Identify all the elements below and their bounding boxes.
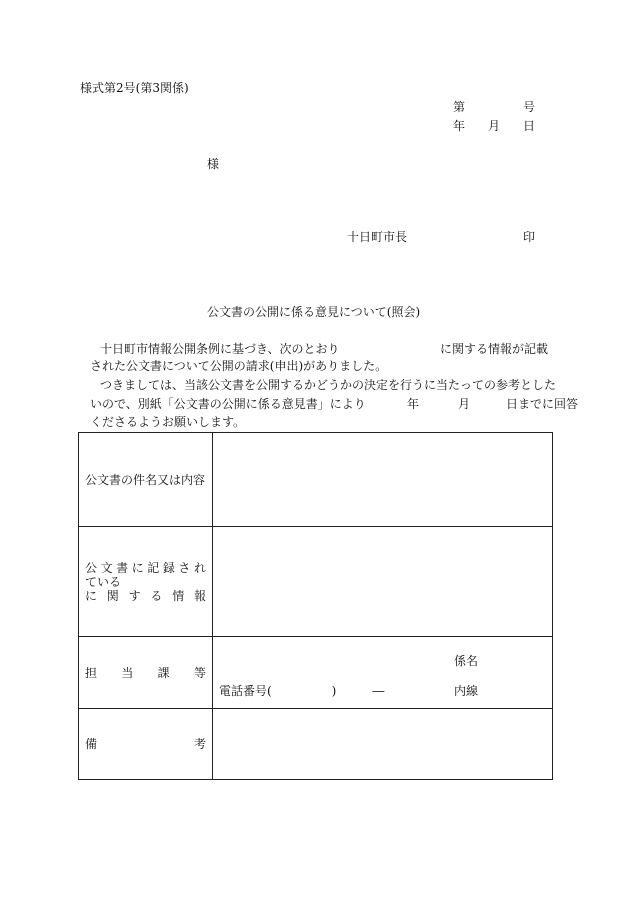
body-paragraph-2-line-3: くださるようお願いします。	[90, 415, 246, 429]
info-label-line-3	[85, 589, 206, 603]
remarks-label-char: 考	[193, 737, 206, 751]
remarks-label-cell	[79, 709, 213, 780]
remarks-label-char: 備	[85, 737, 98, 751]
info-label-cell	[79, 527, 213, 637]
table-row-info	[79, 527, 553, 637]
reply-date-month-label: 月	[458, 397, 471, 411]
extension-label: 内線	[454, 684, 479, 698]
info-label-char: に	[85, 588, 98, 603]
body-paragraph-2-line-1: つきましては、当該公文書を公開するかどうかの決定を行うに当たっての参考とした	[100, 378, 557, 392]
form-number: 様式第2号(第3関係)	[80, 81, 189, 95]
body-paragraph-1-part-2: に関する情報が記載	[440, 342, 549, 356]
info-label-char: る	[150, 588, 163, 603]
remarks-value-cell[interactable]	[213, 709, 553, 780]
phone-number-label: 電話番号( ) ―	[219, 684, 385, 698]
document-number-prefix: 第	[453, 100, 466, 114]
reply-date-year-label: 年	[407, 397, 420, 411]
info-label-char: 録	[162, 560, 175, 575]
info-label-line-2: ている	[85, 574, 122, 589]
document-number-suffix: 号	[523, 100, 536, 114]
remarks-label	[85, 737, 206, 751]
date-day-label: 日	[523, 119, 536, 133]
document-title: 公文書の公開に係る意見について(照会)	[207, 305, 421, 319]
date-year-label: 年	[453, 119, 466, 133]
subject-value-cell[interactable]	[213, 433, 553, 527]
date-month-label: 月	[488, 119, 501, 133]
info-label-char: 関	[106, 588, 119, 603]
info-label-char: さ	[178, 560, 191, 575]
info-label-char: 記	[147, 560, 160, 575]
seal-mark: 印	[523, 230, 536, 244]
reply-date-day-label: 日までに回答	[506, 397, 579, 411]
info-label-char: に	[131, 560, 144, 575]
form-table	[78, 432, 553, 780]
department-label-char: 当	[121, 665, 134, 680]
table-row-department	[79, 637, 553, 709]
table-row-subject	[79, 433, 553, 527]
info-value-cell[interactable]	[213, 527, 553, 637]
department-value-cell[interactable]	[213, 637, 553, 709]
info-label-char: 報	[193, 588, 206, 603]
body-paragraph-1-part-1: 十日町市情報公開条例に基づき、次のとおり	[100, 342, 340, 356]
table-row-remarks	[79, 709, 553, 780]
subject-label-cell	[79, 433, 213, 527]
info-label-char: 情	[172, 588, 185, 603]
department-label	[85, 666, 206, 680]
info-label-char: 文	[100, 560, 113, 575]
addressee-suffix: 様	[207, 157, 220, 171]
body-paragraph-1-line-2: された公文書について公開の請求(申出)がありました。	[90, 359, 388, 373]
info-label-char: れ	[193, 560, 206, 575]
sender-name: 十日町市長	[347, 230, 408, 244]
subject-label: 公文書の件名又は内容	[85, 472, 206, 487]
section-name-label: 係名	[454, 654, 479, 668]
department-label-char: 担	[85, 665, 98, 680]
info-label-line-1	[85, 561, 206, 575]
department-label-cell	[79, 637, 213, 709]
info-label-char: 公	[85, 560, 98, 575]
info-label-char: す	[128, 588, 141, 603]
department-label-char: 課	[157, 665, 170, 680]
body-paragraph-2-line-2: いので、別紙「公文書の公開に係る意見書」により	[90, 397, 366, 411]
info-label-char: 書	[116, 560, 129, 575]
department-label-char: 等	[193, 665, 206, 680]
